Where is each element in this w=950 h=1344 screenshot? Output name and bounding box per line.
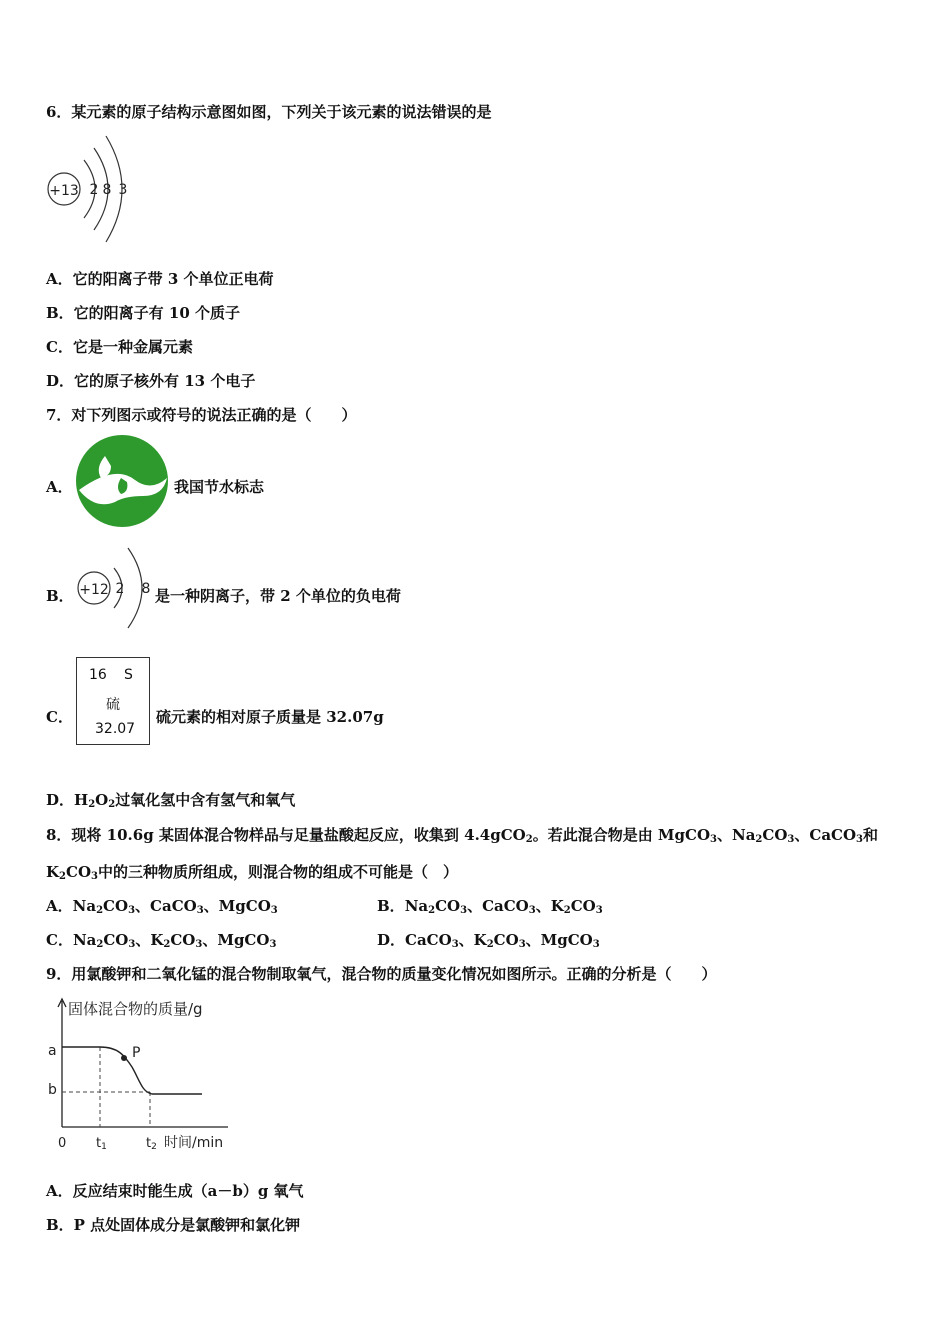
element-symbol: S bbox=[124, 667, 133, 683]
q6-nucleus-label: +13 bbox=[49, 183, 79, 199]
q8-option-c[interactable]: C．$Na_2CO_3$、$K_2CO_3$、MgCO$_3$ bbox=[46, 931, 277, 950]
q7-b-shell-arc-2 bbox=[128, 548, 142, 628]
q9-y-axis-label: 固体混合物的质量/g bbox=[68, 1000, 203, 1018]
q9-x-axis-label: 时间/min bbox=[164, 1135, 224, 1151]
q7-option-b-label[interactable]: B． bbox=[46, 587, 74, 605]
q8-option-b[interactable]: B．$Na_2CO_3$、CaCO$_3$、$K_2CO_3$ bbox=[377, 897, 603, 916]
q6-shell-1-count: 2 bbox=[89, 182, 99, 198]
q7-option-a-text: 我国节水标志 bbox=[174, 478, 265, 496]
q6-option-d[interactable]: D．它的原子核外有 13 个电子 bbox=[46, 372, 256, 390]
q9-tick-t2: t2 bbox=[146, 1136, 157, 1152]
element-name: 硫 bbox=[106, 697, 120, 713]
element-number: 16 bbox=[89, 667, 107, 683]
q6-shell-3-count: 3 bbox=[118, 182, 128, 198]
q7-option-d-text: 过氧化氢中含有氢气和氧气 bbox=[115, 791, 296, 809]
q9-option-b[interactable]: B．P 点处固体成分是氯酸钾和氯化钾 bbox=[46, 1216, 301, 1234]
q8-option-a[interactable]: A．$Na_2CO_3$、CaCO$_3$、MgCO$_3$ bbox=[46, 897, 278, 916]
element-box-sulfur bbox=[76, 657, 150, 745]
q8-option-d[interactable]: D．CaCO$_3$、$K_2CO_3$、MgCO$_3$ bbox=[377, 931, 600, 950]
q9-tick-a: a bbox=[48, 1043, 57, 1059]
q8-stem-line-1: 8．现将 10.6g 某固体混合物样品与足量盐酸起反应，收集到 4.4gCO$_2$。若此混合物是由 MgCO$_3$、$Na_2CO_3$、CaCO$_3$和 bbox=[46, 826, 879, 845]
q7-option-b-text: 是一种阴离子，带 2 个单位的负电荷 bbox=[155, 587, 401, 605]
q7-b-shell-2-count: 8 bbox=[141, 581, 151, 597]
q6-option-a[interactable]: A．它的阳离子带 3 个单位正电荷 bbox=[46, 270, 274, 288]
q6-stem: 6．某元素的原子结构示意图如图，下列关于该元素的说法错误的是 bbox=[46, 103, 492, 121]
q9-tick-t1: t1 bbox=[96, 1136, 107, 1152]
q7-b-nucleus-label: +12 bbox=[79, 582, 109, 598]
q7-option-c-text: 硫元素的相对原子质量是 32.07g bbox=[156, 708, 384, 726]
water-saving-logo-icon bbox=[75, 434, 169, 528]
element-mass: 32.07 bbox=[95, 721, 136, 737]
q6-option-c[interactable]: C．它是一种金属元素 bbox=[46, 338, 193, 356]
q7-b-shell-1-count: 2 bbox=[115, 581, 125, 597]
q7-option-d-label: D． bbox=[46, 791, 75, 809]
q7-option-c-label[interactable]: C． bbox=[46, 708, 73, 726]
q7-b-ion-diagram bbox=[72, 546, 156, 630]
q9-tick-b: b bbox=[48, 1082, 57, 1098]
q7-stem: 7．对下列图示或符号的说法正确的是（ ） bbox=[46, 406, 357, 424]
q6-option-b[interactable]: B．它的阳离子有 10 个质子 bbox=[46, 304, 240, 322]
q9-mass-time-graph bbox=[40, 995, 240, 1159]
q9-origin: 0 bbox=[58, 1136, 67, 1151]
q6-atom-diagram bbox=[40, 132, 140, 244]
q6-shell-2-count: 8 bbox=[102, 182, 112, 198]
q8-stem-line-2: $K_2CO_3$中的三种物质所组成，则混合物的组成不可能是（ ） bbox=[46, 863, 459, 882]
q9-option-a[interactable]: A．反应结束时能生成（a－b）g 氧气 bbox=[46, 1182, 304, 1200]
q7-option-a-label[interactable]: A． bbox=[46, 478, 73, 496]
q9-stem: 9．用氯酸钾和二氧化锰的混合物制取氧气，混合物的质量变化情况如图所示。正确的分析是（ ） bbox=[46, 965, 717, 983]
q9-point-p-label: P bbox=[132, 1045, 141, 1061]
q7-option-d[interactable] bbox=[46, 790, 295, 810]
formula-h2o2: $H_2O_2$ bbox=[74, 791, 116, 810]
q9-point-p bbox=[121, 1055, 127, 1061]
